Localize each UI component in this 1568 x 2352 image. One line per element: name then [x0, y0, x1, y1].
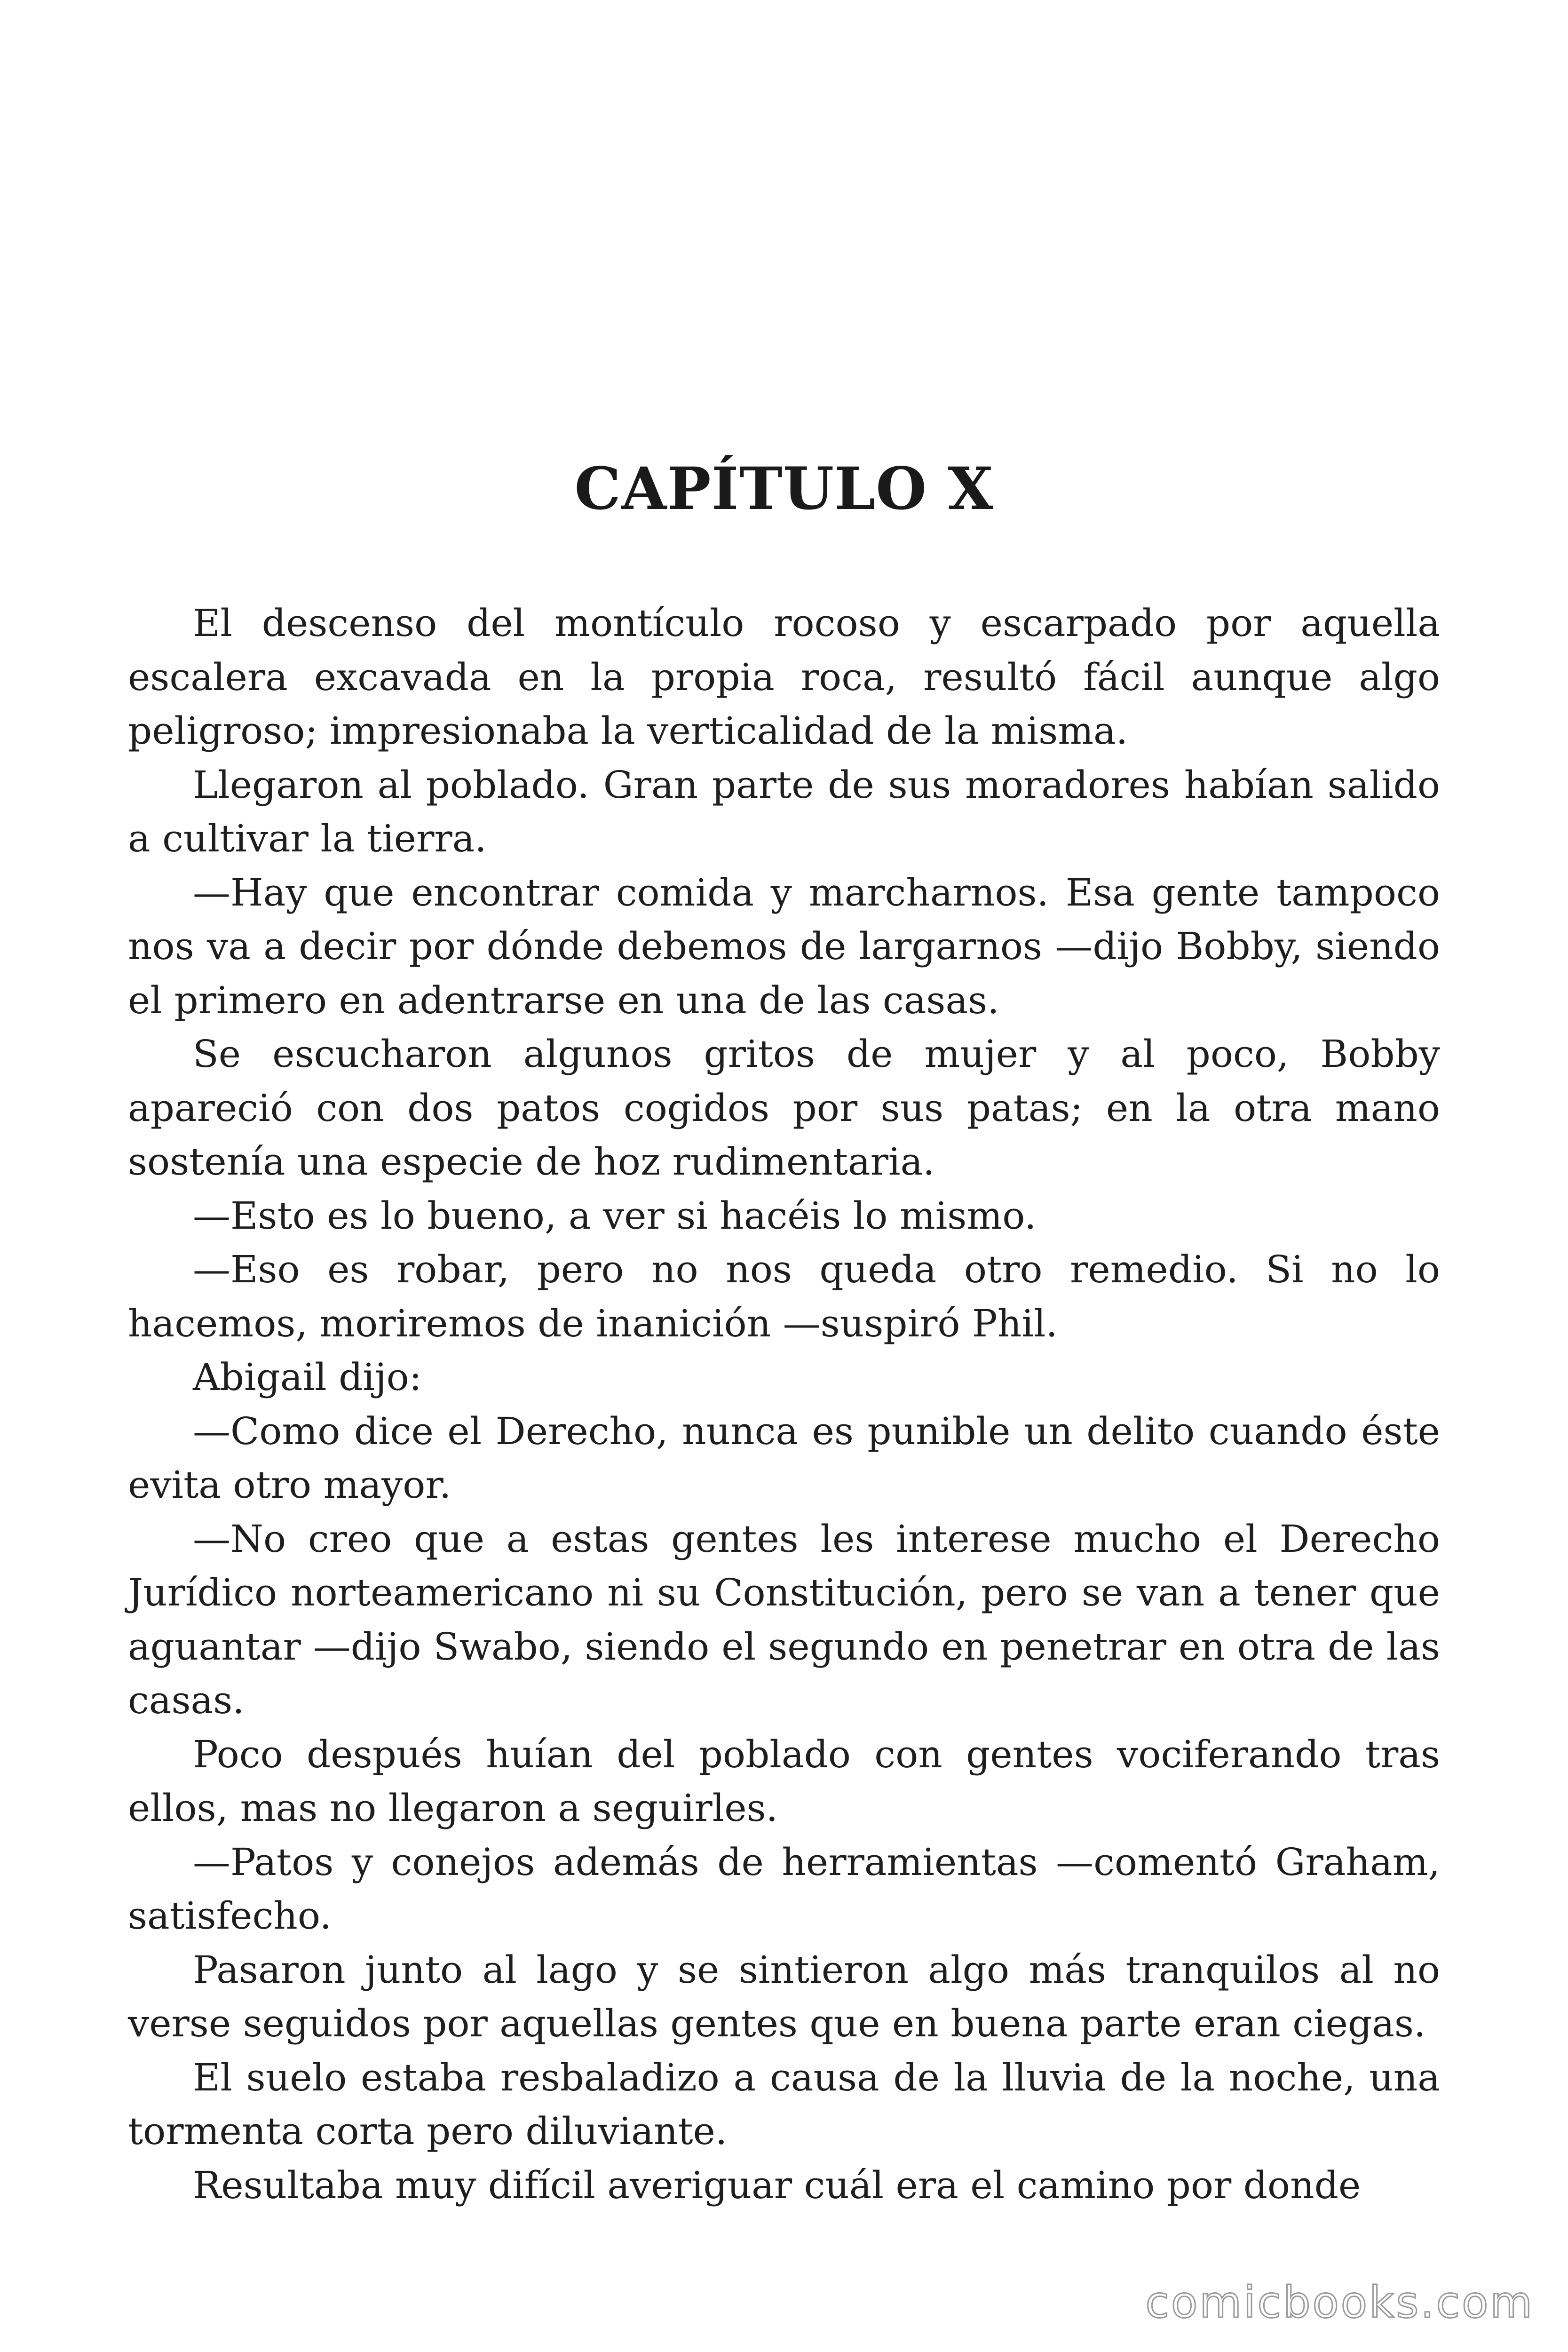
paragraph: —Hay que encontrar comida y marcharnos. Esa gente tampoco nos va a decir por dónde debemos de largarnos —dijo Bobby, siendo el primero en adentrarse en una de las casas. — [128, 870, 1440, 1022]
paragraph: Poco después huían del poblado con gentes vociferando tras ellos, mas no llegaron a seguirles. — [128, 1732, 1440, 1830]
paragraph: Pasaron junto al lago y se sintieron algo más tranquilos al no verse seguidos por aquellas gentes que en buena parte eran ciegas. — [128, 1947, 1440, 2045]
chapter-title: CAPÍTULO X — [574, 455, 994, 523]
chapter-body — [128, 596, 1440, 2212]
paragraph: —Esto es lo bueno, a ver si hacéis lo mismo. — [193, 1193, 1037, 1238]
paragraph: Resultaba muy difícil averiguar cuál era el camino por donde — [193, 2163, 1361, 2207]
watermark: comicbooks.com — [1145, 2277, 1534, 2328]
paragraph: —Como dice el Derecho, nunca es punible un delito cuando éste evita otro mayor. — [128, 1409, 1440, 1507]
paragraph: —No creo que a estas gentes les interese mucho el Derecho Jurídico norteamericano ni su Constitución, pero se van a tener que aguantar —dijo Swabo, siendo el segundo en penetrar en otra de las casas. — [128, 1517, 1440, 1722]
paragraph: Abigail dijo: — [193, 1355, 422, 1399]
paragraph: —Patos y conejos además de herramientas —comentó Graham, satisfecho. — [128, 1840, 1440, 1938]
paragraph: Llegaron al poblado. Gran parte de sus moradores habían salido a cultivar la tierra. — [128, 763, 1440, 860]
paragraph: El suelo estaba resbaladizo a causa de la lluvia de la noche, una tormenta corta pero diluviante. — [128, 2055, 1440, 2153]
paragraph: El descenso del montículo rocoso y escarpado por aquella escalera excavada en la propia roca, resultó fácil aunque algo peligroso; impresionaba la verticalidad de la misma. — [128, 601, 1440, 753]
paragraph: Se escucharon algunos gritos de mujer y al poco, Bobby apareció con dos patos cogidos por sus patas; en la otra mano sostenía una especie de hoz rudimentaria. — [128, 1032, 1440, 1184]
paragraph: —Eso es robar, pero no nos queda otro remedio. Si no lo hacemos, moriremos de inanición —suspiró Phil. — [128, 1248, 1440, 1345]
